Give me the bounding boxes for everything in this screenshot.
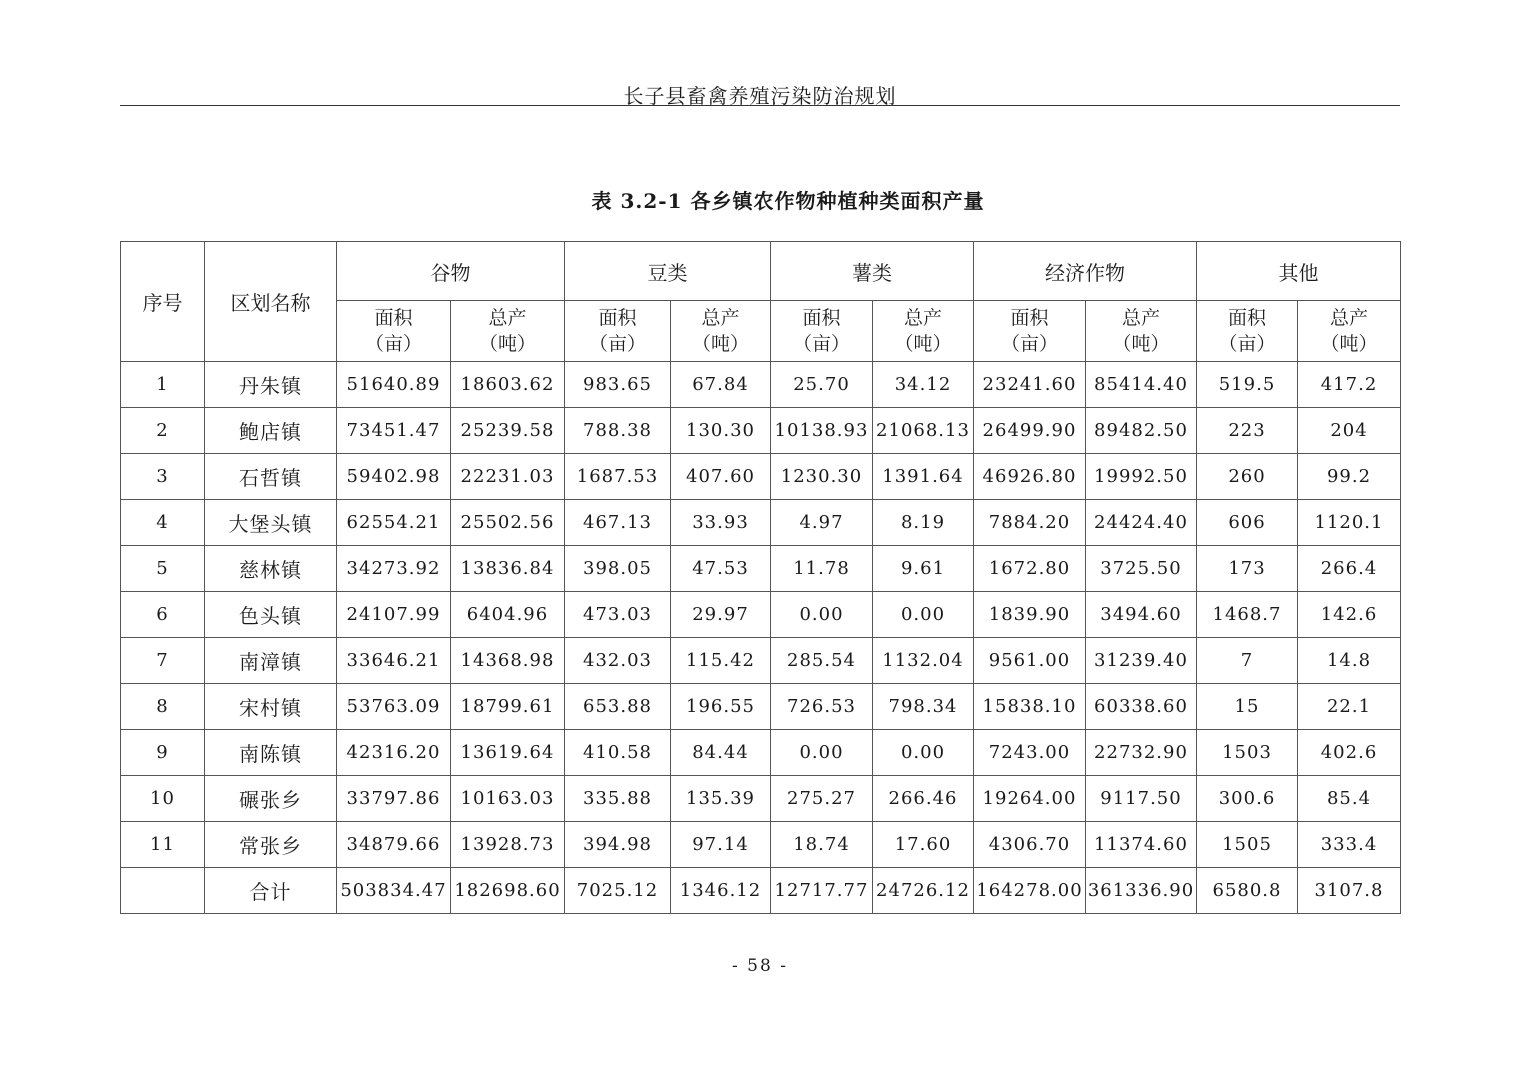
table-cell: 15 xyxy=(1197,684,1298,730)
table-cell: 4306.70 xyxy=(974,822,1086,868)
table-cell: 398.05 xyxy=(565,546,671,592)
subheader-label: 面积 xyxy=(374,307,413,329)
table-cell: 18.74 xyxy=(771,822,873,868)
table-cell: 1346.12 xyxy=(671,868,771,914)
table-cell: 46926.80 xyxy=(974,454,1086,500)
table-cell: 3725.50 xyxy=(1086,546,1197,592)
table-cell: 34273.92 xyxy=(337,546,451,592)
table-cell: 1687.53 xyxy=(565,454,671,500)
table-cell: 266.46 xyxy=(873,776,974,822)
table-cell: 1505 xyxy=(1197,822,1298,868)
row-district: 丹朱镇 xyxy=(205,362,337,408)
row-seq: 3 xyxy=(121,454,205,500)
table-cell: 99.2 xyxy=(1298,454,1401,500)
row-district: 合计 xyxy=(205,868,337,914)
subheader-cash-crops-area xyxy=(974,301,1086,362)
table-cell: 14.8 xyxy=(1298,638,1401,684)
table-cell: 47.53 xyxy=(671,546,771,592)
table-cell: 394.98 xyxy=(565,822,671,868)
table-row xyxy=(121,454,1401,500)
table-cell: 21068.13 xyxy=(873,408,974,454)
table-cell: 142.6 xyxy=(1298,592,1401,638)
row-district: 大堡头镇 xyxy=(205,500,337,546)
table-row xyxy=(121,822,1401,868)
table-cell: 432.03 xyxy=(565,638,671,684)
row-district: 宋村镇 xyxy=(205,684,337,730)
table-cell: 4.97 xyxy=(771,500,873,546)
table-cell: 173 xyxy=(1197,546,1298,592)
table-cell: 417.2 xyxy=(1298,362,1401,408)
subheader-cash-crops-output xyxy=(1086,301,1197,362)
table-row xyxy=(121,776,1401,822)
table-cell: 503834.47 xyxy=(337,868,451,914)
table-cell: 3107.8 xyxy=(1298,868,1401,914)
header-group-tubers: 薯类 xyxy=(771,242,974,301)
table-cell: 1468.7 xyxy=(1197,592,1298,638)
header-group-grain: 谷物 xyxy=(337,242,565,301)
subheader-unit: （吨） xyxy=(1320,333,1378,355)
table-cell: 473.03 xyxy=(565,592,671,638)
table-cell: 135.39 xyxy=(671,776,771,822)
table-cell: 33.93 xyxy=(671,500,771,546)
table-cell: 10163.03 xyxy=(451,776,565,822)
subheader-label: 面积 xyxy=(1010,307,1049,329)
subheader-label: 面积 xyxy=(802,307,841,329)
table-cell: 89482.50 xyxy=(1086,408,1197,454)
table-cell: 653.88 xyxy=(565,684,671,730)
subheader-beans-output xyxy=(671,301,771,362)
subheader-label: 总产 xyxy=(903,307,942,329)
table-cell: 13836.84 xyxy=(451,546,565,592)
subheader-grain-area xyxy=(337,301,451,362)
table-cell: 164278.00 xyxy=(974,868,1086,914)
table-cell: 13928.73 xyxy=(451,822,565,868)
table-cell: 9117.50 xyxy=(1086,776,1197,822)
table-cell: 1132.04 xyxy=(873,638,974,684)
table-cell: 22732.90 xyxy=(1086,730,1197,776)
table-title: 表 3.2-1 各乡镇农作物种植种类面积产量 xyxy=(591,189,985,213)
table-cell: 0.00 xyxy=(771,592,873,638)
page-number: - 58 - xyxy=(732,956,788,976)
table-cell: 31239.40 xyxy=(1086,638,1197,684)
subheader-unit: （亩） xyxy=(588,333,646,355)
table-cell: 3494.60 xyxy=(1086,592,1197,638)
header-group-beans: 豆类 xyxy=(565,242,771,301)
row-seq: 2 xyxy=(121,408,205,454)
table-row xyxy=(121,592,1401,638)
row-seq: 7 xyxy=(121,638,205,684)
table-cell: 25239.58 xyxy=(451,408,565,454)
table-cell: 67.84 xyxy=(671,362,771,408)
table-cell: 22231.03 xyxy=(451,454,565,500)
table-cell: 260 xyxy=(1197,454,1298,500)
table-cell: 204 xyxy=(1298,408,1401,454)
row-seq xyxy=(121,868,205,914)
table-cell: 24726.12 xyxy=(873,868,974,914)
table-cell: 11374.60 xyxy=(1086,822,1197,868)
table-cell: 361336.90 xyxy=(1086,868,1197,914)
table-cell: 25502.56 xyxy=(451,500,565,546)
table-row xyxy=(121,684,1401,730)
table-row xyxy=(121,362,1401,408)
table-cell: 11.78 xyxy=(771,546,873,592)
table-cell: 8.19 xyxy=(873,500,974,546)
subheader-beans-area xyxy=(565,301,671,362)
table-cell: 73451.47 xyxy=(337,408,451,454)
header-district: 区划名称 xyxy=(205,242,337,362)
subheader-tubers-output xyxy=(873,301,974,362)
row-district: 石哲镇 xyxy=(205,454,337,500)
table-cell: 34879.66 xyxy=(337,822,451,868)
table-cell: 29.97 xyxy=(671,592,771,638)
subheader-tubers-area xyxy=(771,301,873,362)
header-rule xyxy=(120,105,1400,106)
table-cell: 115.42 xyxy=(671,638,771,684)
subheader-label: 面积 xyxy=(1227,307,1266,329)
subheader-unit: （吨） xyxy=(478,333,536,355)
table-row xyxy=(121,546,1401,592)
table-cell: 223 xyxy=(1197,408,1298,454)
table-cell: 410.58 xyxy=(565,730,671,776)
subheader-unit: （亩） xyxy=(792,333,850,355)
table-cell: 130.30 xyxy=(671,408,771,454)
table-cell: 402.6 xyxy=(1298,730,1401,776)
header-group-other: 其他 xyxy=(1197,242,1401,301)
table-cell: 285.54 xyxy=(771,638,873,684)
row-district: 色头镇 xyxy=(205,592,337,638)
table-cell: 7243.00 xyxy=(974,730,1086,776)
table-cell: 14368.98 xyxy=(451,638,565,684)
table-cell: 53763.09 xyxy=(337,684,451,730)
table-cell: 51640.89 xyxy=(337,362,451,408)
table-cell: 12717.77 xyxy=(771,868,873,914)
table-cell: 519.5 xyxy=(1197,362,1298,408)
row-district: 常张乡 xyxy=(205,822,337,868)
table-cell: 1503 xyxy=(1197,730,1298,776)
header-group-cash-crops: 经济作物 xyxy=(974,242,1197,301)
table-cell: 10138.93 xyxy=(771,408,873,454)
subheader-label: 总产 xyxy=(701,307,740,329)
table-cell: 26499.90 xyxy=(974,408,1086,454)
row-seq: 9 xyxy=(121,730,205,776)
table-cell: 84.44 xyxy=(671,730,771,776)
row-seq: 4 xyxy=(121,500,205,546)
table-cell: 300.6 xyxy=(1197,776,1298,822)
row-district: 碾张乡 xyxy=(205,776,337,822)
table-cell: 19992.50 xyxy=(1086,454,1197,500)
table-cell: 606 xyxy=(1197,500,1298,546)
subheader-unit: （亩） xyxy=(1000,333,1058,355)
table-row xyxy=(121,408,1401,454)
row-seq: 11 xyxy=(121,822,205,868)
table-cell: 1839.90 xyxy=(974,592,1086,638)
table-cell: 7025.12 xyxy=(565,868,671,914)
table-cell: 0.00 xyxy=(771,730,873,776)
table-cell: 33797.86 xyxy=(337,776,451,822)
running-header: 长子县畜禽养殖污染防治规划 xyxy=(623,84,897,108)
subheader-label: 总产 xyxy=(488,307,527,329)
header-seq: 序号 xyxy=(121,242,205,362)
row-district: 南陈镇 xyxy=(205,730,337,776)
table-cell: 24424.40 xyxy=(1086,500,1197,546)
table-cell: 9.61 xyxy=(873,546,974,592)
table-cell: 15838.10 xyxy=(974,684,1086,730)
table-cell: 6404.96 xyxy=(451,592,565,638)
table-cell: 1391.64 xyxy=(873,454,974,500)
subheader-unit: （吨） xyxy=(894,333,952,355)
table-cell: 0.00 xyxy=(873,730,974,776)
subheader-other-output xyxy=(1298,301,1401,362)
table-cell: 24107.99 xyxy=(337,592,451,638)
subheader-unit: （亩） xyxy=(364,333,422,355)
table-cell: 798.34 xyxy=(873,684,974,730)
table-cell: 7884.20 xyxy=(974,500,1086,546)
table-cell: 983.65 xyxy=(565,362,671,408)
row-district: 慈林镇 xyxy=(205,546,337,592)
table-cell: 23241.60 xyxy=(974,362,1086,408)
table-cell: 196.55 xyxy=(671,684,771,730)
table-cell: 42316.20 xyxy=(337,730,451,776)
table-cell: 97.14 xyxy=(671,822,771,868)
table-cell: 62554.21 xyxy=(337,500,451,546)
table-cell: 85.4 xyxy=(1298,776,1401,822)
table-cell: 22.1 xyxy=(1298,684,1401,730)
table-cell: 0.00 xyxy=(873,592,974,638)
table-cell: 275.27 xyxy=(771,776,873,822)
table-cell: 18603.62 xyxy=(451,362,565,408)
subheader-unit: （吨） xyxy=(1112,333,1170,355)
table-cell: 333.4 xyxy=(1298,822,1401,868)
table-cell: 17.60 xyxy=(873,822,974,868)
subheader-grain-output xyxy=(451,301,565,362)
row-seq: 6 xyxy=(121,592,205,638)
table-row xyxy=(121,500,1401,546)
row-district: 南漳镇 xyxy=(205,638,337,684)
table-cell: 60338.60 xyxy=(1086,684,1197,730)
table-cell: 6580.8 xyxy=(1197,868,1298,914)
table-cell: 407.60 xyxy=(671,454,771,500)
table-cell: 182698.60 xyxy=(451,868,565,914)
row-seq: 10 xyxy=(121,776,205,822)
table-cell: 34.12 xyxy=(873,362,974,408)
table-cell: 726.53 xyxy=(771,684,873,730)
table-cell: 9561.00 xyxy=(974,638,1086,684)
table-row xyxy=(121,730,1401,776)
subheader-label: 总产 xyxy=(1121,307,1160,329)
subheader-other-area xyxy=(1197,301,1298,362)
table-cell: 18799.61 xyxy=(451,684,565,730)
subheader-label: 面积 xyxy=(598,307,637,329)
table-cell: 467.13 xyxy=(565,500,671,546)
table-cell: 33646.21 xyxy=(337,638,451,684)
table-cell: 7 xyxy=(1197,638,1298,684)
subheader-label: 总产 xyxy=(1329,307,1368,329)
table-cell: 85414.40 xyxy=(1086,362,1197,408)
table-cell: 335.88 xyxy=(565,776,671,822)
subheader-unit: （亩） xyxy=(1218,333,1276,355)
table-cell: 25.70 xyxy=(771,362,873,408)
table-cell: 1230.30 xyxy=(771,454,873,500)
subheader-unit: （吨） xyxy=(691,333,749,355)
crop-area-output-table xyxy=(120,241,1401,914)
table-cell: 19264.00 xyxy=(974,776,1086,822)
table-cell: 1120.1 xyxy=(1298,500,1401,546)
row-seq: 5 xyxy=(121,546,205,592)
table-cell: 266.4 xyxy=(1298,546,1401,592)
row-seq: 1 xyxy=(121,362,205,408)
table-cell: 788.38 xyxy=(565,408,671,454)
table-cell: 1672.80 xyxy=(974,546,1086,592)
row-seq: 8 xyxy=(121,684,205,730)
table-row xyxy=(121,868,1401,914)
row-district: 鲍店镇 xyxy=(205,408,337,454)
table-row xyxy=(121,638,1401,684)
table-cell: 13619.64 xyxy=(451,730,565,776)
table-cell: 59402.98 xyxy=(337,454,451,500)
